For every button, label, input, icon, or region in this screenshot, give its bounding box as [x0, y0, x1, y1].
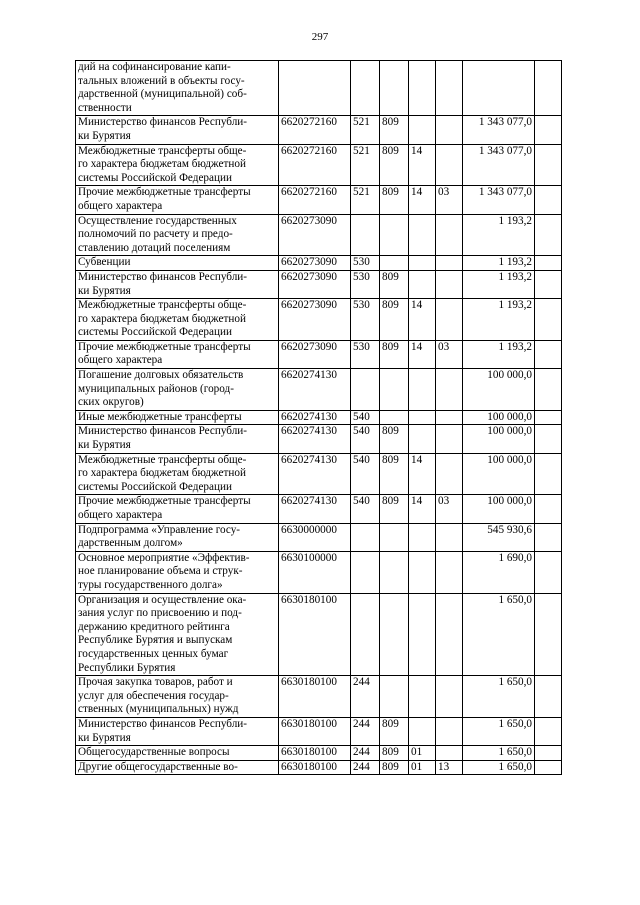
amount-cell: 1 193,2 [463, 270, 535, 298]
subsection-cell [436, 61, 463, 116]
extra-cell [535, 340, 562, 368]
description-cell: Министерство финансов Республи- ки Бурятия [76, 116, 279, 144]
extra-cell [535, 551, 562, 593]
amount-cell: 100 000,0 [463, 453, 535, 495]
extra-cell [535, 116, 562, 144]
target-article-cell: 6620272160 [279, 116, 351, 144]
target-article-cell: 6630180100 [279, 717, 351, 745]
ministry-code-cell: 809 [380, 299, 409, 341]
extra-cell [535, 61, 562, 116]
ministry-code-cell: 809 [380, 270, 409, 298]
section-cell [409, 270, 436, 298]
table-row [76, 523, 562, 551]
target-article-cell: 6620273090 [279, 270, 351, 298]
amount-cell: 545 930,6 [463, 523, 535, 551]
section-cell [409, 410, 436, 425]
section-cell: 01 [409, 760, 436, 775]
amount-cell: 100 000,0 [463, 369, 535, 411]
description-cell: Погашение долговых обязательств муниципальных районов (город- ских округов) [76, 369, 279, 411]
amount-cell [463, 61, 535, 116]
table-row [76, 676, 562, 718]
expense-type-cell [351, 61, 380, 116]
ministry-code-cell: 809 [380, 760, 409, 775]
target-article-cell: 6630180100 [279, 760, 351, 775]
subsection-cell [436, 369, 463, 411]
table-row [76, 453, 562, 495]
ministry-code-cell [380, 523, 409, 551]
expense-type-cell: 540 [351, 425, 380, 453]
subsection-cell [436, 116, 463, 144]
amount-cell: 1 193,2 [463, 340, 535, 368]
extra-cell [535, 453, 562, 495]
description-cell: Прочие межбюджетные трансферты общего характера [76, 340, 279, 368]
subsection-cell: 03 [436, 186, 463, 214]
amount-cell: 1 650,0 [463, 760, 535, 775]
extra-cell [535, 495, 562, 523]
subsection-cell: 03 [436, 495, 463, 523]
subsection-cell [436, 425, 463, 453]
ministry-code-cell: 809 [380, 453, 409, 495]
target-article-cell: 6620273090 [279, 214, 351, 256]
amount-cell: 100 000,0 [463, 425, 535, 453]
description-cell: Прочие межбюджетные трансферты общего характера [76, 495, 279, 523]
amount-cell: 100 000,0 [463, 495, 535, 523]
ministry-code-cell [380, 369, 409, 411]
ministry-code-cell: 809 [380, 495, 409, 523]
section-cell: 14 [409, 340, 436, 368]
description-cell: Межбюджетные трансферты обще- го характера бюджетам бюджетной системы Российской Федерации [76, 299, 279, 341]
section-cell [409, 214, 436, 256]
expense-type-cell [351, 523, 380, 551]
extra-cell [535, 746, 562, 761]
subsection-cell [436, 746, 463, 761]
description-cell: Министерство финансов Республи- ки Бурятия [76, 717, 279, 745]
target-article-cell: 6620273090 [279, 340, 351, 368]
subsection-cell [436, 256, 463, 271]
table-row [76, 551, 562, 593]
section-cell [409, 676, 436, 718]
ministry-code-cell [380, 214, 409, 256]
table-row [76, 144, 562, 186]
target-article-cell: 6630180100 [279, 676, 351, 718]
expense-type-cell: 521 [351, 186, 380, 214]
subsection-cell [436, 551, 463, 593]
extra-cell [535, 214, 562, 256]
ministry-code-cell [380, 256, 409, 271]
ministry-code-cell: 809 [380, 717, 409, 745]
ministry-code-cell [380, 410, 409, 425]
table-row [76, 369, 562, 411]
expense-type-cell [351, 214, 380, 256]
table-row [76, 116, 562, 144]
subsection-cell [436, 593, 463, 676]
section-cell [409, 717, 436, 745]
extra-cell [535, 425, 562, 453]
expense-type-cell: 530 [351, 256, 380, 271]
description-cell: Министерство финансов Республи- ки Бурятия [76, 425, 279, 453]
section-cell [409, 369, 436, 411]
section-cell [409, 593, 436, 676]
extra-cell [535, 270, 562, 298]
section-cell [409, 256, 436, 271]
amount-cell: 1 343 077,0 [463, 116, 535, 144]
description-cell: Министерство финансов Республи- ки Бурятия [76, 270, 279, 298]
table-row [76, 61, 562, 116]
target-article-cell: 6620273090 [279, 256, 351, 271]
subsection-cell [436, 523, 463, 551]
section-cell: 14 [409, 144, 436, 186]
amount-cell: 1 193,2 [463, 214, 535, 256]
target-article-cell: 6630000000 [279, 523, 351, 551]
extra-cell [535, 676, 562, 718]
table-row [76, 746, 562, 761]
subsection-cell: 03 [436, 340, 463, 368]
amount-cell: 1 193,2 [463, 256, 535, 271]
target-article-cell: 6620274130 [279, 425, 351, 453]
table-row [76, 270, 562, 298]
target-article-cell: 6620274130 [279, 453, 351, 495]
expense-type-cell: 540 [351, 495, 380, 523]
table-row [76, 410, 562, 425]
ministry-code-cell [380, 593, 409, 676]
target-article-cell: 6630100000 [279, 551, 351, 593]
subsection-cell [436, 214, 463, 256]
target-article-cell: 6620274130 [279, 495, 351, 523]
expense-type-cell: 244 [351, 676, 380, 718]
table-row [76, 760, 562, 775]
ministry-code-cell: 809 [380, 340, 409, 368]
ministry-code-cell: 809 [380, 186, 409, 214]
page-number: 297 [311, 31, 329, 43]
description-cell: Межбюджетные трансферты обще- го характера бюджетам бюджетной системы Российской Федерации [76, 453, 279, 495]
section-cell: 14 [409, 186, 436, 214]
description-cell: Иные межбюджетные трансферты [76, 410, 279, 425]
description-cell: Организация и осуществление ока- зания услуг по присвоению и под- держанию кредитного рейтинга Республике Бурятия и выпускам государственных ценных бумаг Республики Бурятия [76, 593, 279, 676]
section-cell: 01 [409, 746, 436, 761]
description-cell: Основное мероприятие «Эффектив- ное планирование объема и струк- туры государственного долга» [76, 551, 279, 593]
ministry-code-cell [380, 61, 409, 116]
section-cell [409, 116, 436, 144]
amount-cell: 1 193,2 [463, 299, 535, 341]
expense-type-cell [351, 369, 380, 411]
table-row [76, 186, 562, 214]
extra-cell [535, 186, 562, 214]
expense-type-cell: 530 [351, 299, 380, 341]
description-cell: Межбюджетные трансферты обще- го характера бюджетам бюджетной системы Российской Федерации [76, 144, 279, 186]
table-row [76, 299, 562, 341]
table-row [76, 256, 562, 271]
table-row [76, 340, 562, 368]
table-row [76, 214, 562, 256]
target-article-cell: 6630180100 [279, 593, 351, 676]
description-cell: Другие общегосударственные во- [76, 760, 279, 775]
expense-type-cell: 530 [351, 270, 380, 298]
subsection-cell [436, 717, 463, 745]
ministry-code-cell: 809 [380, 425, 409, 453]
ministry-code-cell [380, 676, 409, 718]
description-cell: Субвенции [76, 256, 279, 271]
subsection-cell: 13 [436, 760, 463, 775]
table-body [76, 61, 562, 775]
ministry-code-cell: 809 [380, 144, 409, 186]
expense-type-cell: 521 [351, 116, 380, 144]
target-article-cell: 6620274130 [279, 369, 351, 411]
expense-type-cell: 540 [351, 453, 380, 495]
budget-table [75, 60, 562, 775]
description-cell: Прочая закупка товаров, работ и услуг для обеспечения государ- ственных (муниципальных) нужд [76, 676, 279, 718]
amount-cell: 1 650,0 [463, 746, 535, 761]
target-article-cell [279, 61, 351, 116]
expense-type-cell: 244 [351, 746, 380, 761]
section-cell: 14 [409, 453, 436, 495]
subsection-cell [436, 410, 463, 425]
extra-cell [535, 144, 562, 186]
subsection-cell [436, 676, 463, 718]
extra-cell [535, 717, 562, 745]
section-cell: 14 [409, 299, 436, 341]
description-cell: Общегосударственные вопросы [76, 746, 279, 761]
ministry-code-cell: 809 [380, 746, 409, 761]
expense-type-cell: 530 [351, 340, 380, 368]
table-row [76, 717, 562, 745]
amount-cell: 1 650,0 [463, 676, 535, 718]
subsection-cell [436, 270, 463, 298]
section-cell [409, 523, 436, 551]
amount-cell: 1 690,0 [463, 551, 535, 593]
expense-type-cell: 244 [351, 717, 380, 745]
amount-cell: 1 343 077,0 [463, 186, 535, 214]
target-article-cell: 6630180100 [279, 746, 351, 761]
amount-cell: 1 650,0 [463, 717, 535, 745]
description-cell: дий на софинансирование капи- тальных вложений в объекты госу- дарственной (муниципальной) соб- ственности [76, 61, 279, 116]
expense-type-cell: 244 [351, 760, 380, 775]
expense-type-cell: 540 [351, 410, 380, 425]
expense-type-cell: 521 [351, 144, 380, 186]
amount-cell: 1 343 077,0 [463, 144, 535, 186]
extra-cell [535, 256, 562, 271]
expense-type-cell [351, 551, 380, 593]
extra-cell [535, 523, 562, 551]
table-row [76, 495, 562, 523]
section-cell [409, 551, 436, 593]
extra-cell [535, 410, 562, 425]
subsection-cell [436, 453, 463, 495]
extra-cell [535, 593, 562, 676]
description-cell: Осуществление государственных полномочий по расчету и предо- ставлению дотаций поселениям [76, 214, 279, 256]
expense-type-cell [351, 593, 380, 676]
section-cell: 14 [409, 495, 436, 523]
section-cell [409, 425, 436, 453]
extra-cell [535, 760, 562, 775]
subsection-cell [436, 144, 463, 186]
ministry-code-cell: 809 [380, 116, 409, 144]
target-article-cell: 6620274130 [279, 410, 351, 425]
target-article-cell: 6620272160 [279, 186, 351, 214]
subsection-cell [436, 299, 463, 341]
description-cell: Прочие межбюджетные трансферты общего характера [76, 186, 279, 214]
extra-cell [535, 299, 562, 341]
table-row [76, 425, 562, 453]
target-article-cell: 6620272160 [279, 144, 351, 186]
amount-cell: 100 000,0 [463, 410, 535, 425]
ministry-code-cell [380, 551, 409, 593]
extra-cell [535, 369, 562, 411]
description-cell: Подпрограмма «Управление госу- дарственным долгом» [76, 523, 279, 551]
section-cell [409, 61, 436, 116]
amount-cell: 1 650,0 [463, 593, 535, 676]
target-article-cell: 6620273090 [279, 299, 351, 341]
table-row [76, 593, 562, 676]
